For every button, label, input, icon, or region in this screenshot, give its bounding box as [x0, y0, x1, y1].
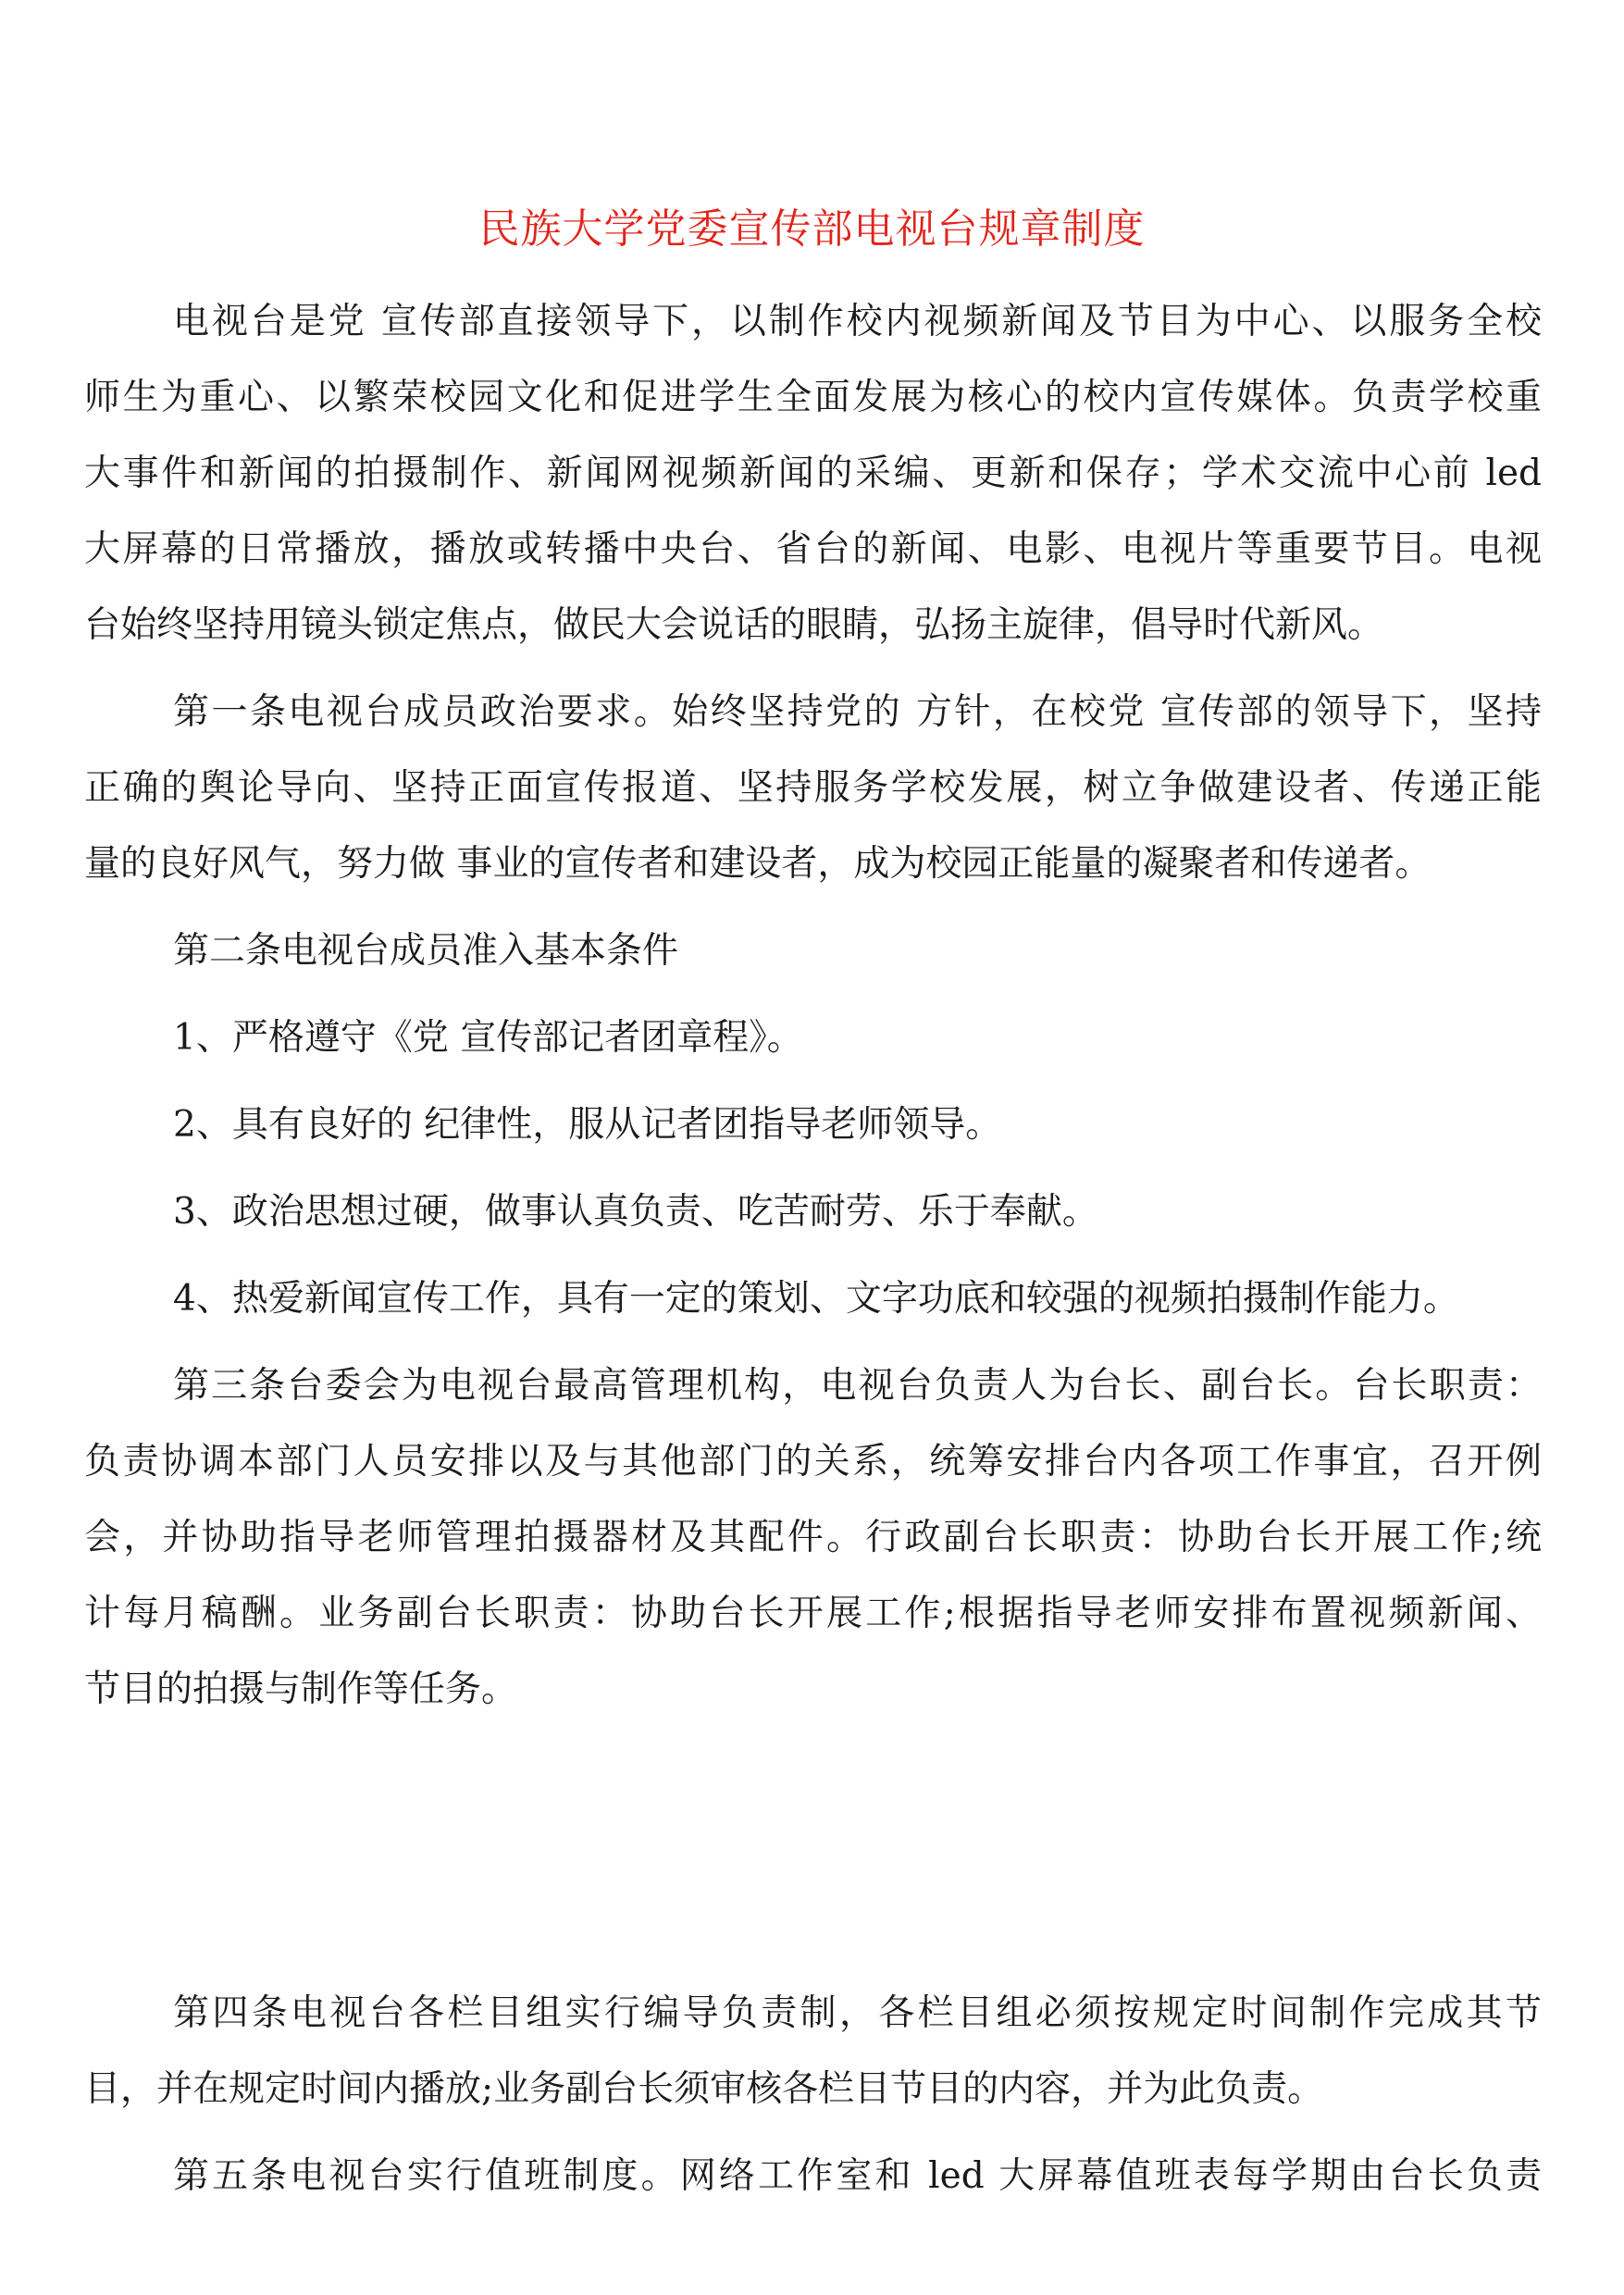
intro-line-5: 台始终坚持用镜头锁定焦点，做民大会说话的眼睛，弘扬主旋律，倡导时代新风。: [84, 604, 1384, 646]
article-4-line-1: 第四条电视台各栏目组实行编导负责制，各栏目组必须按规定时间制作完成其节: [173, 1992, 1542, 2034]
article-5-line-1: 第五条电视台实行值班制度。网络工作室和 led 大屏幕值班表每学期由台长负责: [173, 2155, 1542, 2197]
article-2-heading: 第二条电视台成员准入基本条件: [173, 930, 679, 972]
article-1-line-3: 量的良好风气，努力做 事业的宣传者和建设者，成为校园正能量的凝聚者和传递者。: [84, 843, 1432, 885]
article-3-line-1: 第三条台委会为电视台最高管理机构，电视台负责人为台长、副台长。台长职责：: [173, 1365, 1542, 1407]
article-4-line-2: 目，并在规定时间内播放;业务副台长须审核各栏目节目的内容，并为此负责。: [84, 2068, 1324, 2110]
article-2-item-3: 3、政治思想过硬，做事认真负责、吃苦耐劳、乐于奉献。: [173, 1191, 1098, 1233]
article-3-line-4: 计每月稿酬。业务副台长职责：协助台长开展工作;根据指导老师安排布置视频新闻、: [84, 1593, 1542, 1634]
article-3-line-2: 负责协调本部门人员安排以及与其他部门的关系，统筹安排台内各项工作事宜，召开例: [84, 1441, 1542, 1482]
article-2-item-4: 4、热爱新闻宣传工作，具有一定的策划、文字功底和较强的视频拍摄制作能力。: [173, 1278, 1459, 1320]
article-3-line-3: 会，并协助指导老师管理拍摄器材及其配件。行政副台长职责：协助台长开展工作;统: [84, 1517, 1542, 1558]
article-1-line-2: 正确的舆论导向、坚持正面宣传报道、坚持服务学校发展，树立争做建设者、传递正能: [84, 767, 1542, 809]
article-1-line-1: 第一条电视台成员政治要求。始终坚持党的 方针，在校党 宣传部的领导下，坚持: [173, 691, 1542, 733]
intro-line-2: 师生为重心、以繁荣校园文化和促进学生全面发展为核心的校内宣传媒体。负责学校重: [84, 377, 1542, 418]
intro-line-1: 电视台是党 宣传部直接领导下，以制作校内视频新闻及节目为中心、以服务全校: [173, 301, 1542, 342]
intro-line-4: 大屏幕的日常播放，播放或转播中央台、省台的新闻、电影、电视片等重要节目。电视: [84, 528, 1542, 570]
document-title: 民族大学党委宣传部电视台规章制度: [478, 205, 1146, 253]
intro-line-3: 大事件和新闻的拍摄制作、新闻网视频新闻的采编、更新和保存；学术交流中心前 led: [84, 453, 1542, 494]
article-3-line-5: 节目的拍摄与制作等任务。: [84, 1669, 518, 1710]
article-2-item-1: 1、严格遵守《党 宣传部记者团章程》。: [173, 1017, 803, 1059]
article-2-item-2: 2、具有良好的 纪律性，服从记者团指导老师领导。: [173, 1104, 1002, 1146]
